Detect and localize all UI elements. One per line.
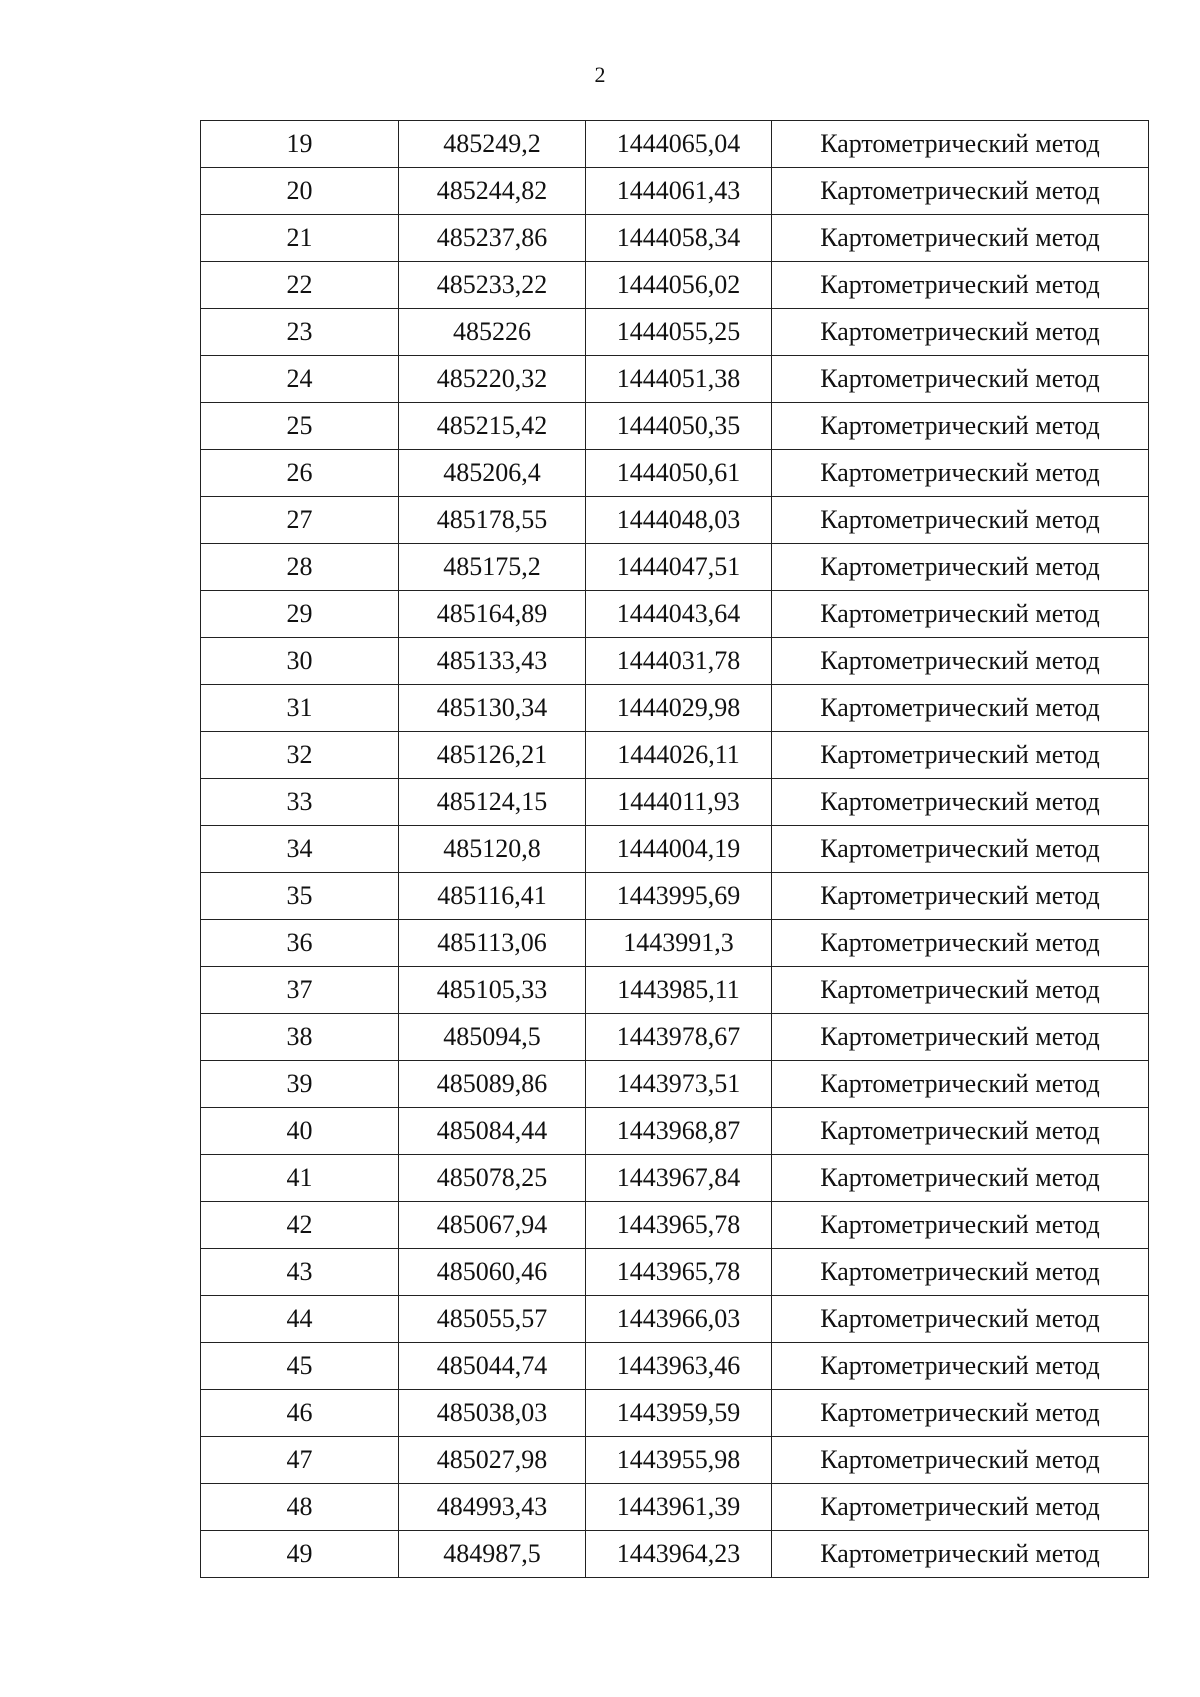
y-coordinate-cell: 1443966,03: [586, 1296, 772, 1343]
y-coordinate-cell: 1444055,25: [586, 309, 772, 356]
x-coordinate-cell: 485130,34: [399, 685, 586, 732]
point-number-cell: 25: [201, 403, 399, 450]
x-coordinate-cell: 485089,86: [399, 1061, 586, 1108]
x-coordinate-cell: 485027,98: [399, 1437, 586, 1484]
point-number-cell: 31: [201, 685, 399, 732]
x-coordinate-cell: 485038,03: [399, 1390, 586, 1437]
y-coordinate-cell: 1443965,78: [586, 1202, 772, 1249]
table-row: [201, 1437, 1149, 1484]
table-row: [201, 1155, 1149, 1202]
table-row: [201, 497, 1149, 544]
y-coordinate-cell: 1443959,59: [586, 1390, 772, 1437]
point-number-cell: 45: [201, 1343, 399, 1390]
table-row: [201, 1108, 1149, 1155]
method-cell: Картометрический метод: [772, 591, 1149, 638]
table-row: [201, 779, 1149, 826]
method-cell: Картометрический метод: [772, 1343, 1149, 1390]
y-coordinate-cell: 1444056,02: [586, 262, 772, 309]
method-cell: Картометрический метод: [772, 544, 1149, 591]
point-number-cell: 47: [201, 1437, 399, 1484]
method-cell: Картометрический метод: [772, 873, 1149, 920]
y-coordinate-cell: 1443968,87: [586, 1108, 772, 1155]
table-row: [201, 309, 1149, 356]
method-cell: Картометрический метод: [772, 1484, 1149, 1531]
x-coordinate-cell: 485249,2: [399, 121, 586, 168]
table-row: [201, 638, 1149, 685]
x-coordinate-cell: 485124,15: [399, 779, 586, 826]
y-coordinate-cell: 1443967,84: [586, 1155, 772, 1202]
y-coordinate-cell: 1443985,11: [586, 967, 772, 1014]
x-coordinate-cell: 485244,82: [399, 168, 586, 215]
point-number-cell: 21: [201, 215, 399, 262]
x-coordinate-cell: 484993,43: [399, 1484, 586, 1531]
method-cell: Картометрический метод: [772, 638, 1149, 685]
point-number-cell: 23: [201, 309, 399, 356]
x-coordinate-cell: 485237,86: [399, 215, 586, 262]
method-cell: Картометрический метод: [772, 497, 1149, 544]
method-cell: Картометрический метод: [772, 685, 1149, 732]
table-row: [201, 1390, 1149, 1437]
point-number-cell: 35: [201, 873, 399, 920]
table-row: [201, 544, 1149, 591]
table-row: [201, 356, 1149, 403]
method-cell: Картометрический метод: [772, 1202, 1149, 1249]
point-number-cell: 28: [201, 544, 399, 591]
point-number-cell: 20: [201, 168, 399, 215]
x-coordinate-cell: 485094,5: [399, 1014, 586, 1061]
x-coordinate-cell: 485060,46: [399, 1249, 586, 1296]
table-row: [201, 215, 1149, 262]
y-coordinate-cell: 1444047,51: [586, 544, 772, 591]
x-coordinate-cell: 485233,22: [399, 262, 586, 309]
method-cell: Картометрический метод: [772, 826, 1149, 873]
point-number-cell: 46: [201, 1390, 399, 1437]
coordinates-table: [200, 120, 1149, 1578]
y-coordinate-cell: 1444011,93: [586, 779, 772, 826]
point-number-cell: 38: [201, 1014, 399, 1061]
y-coordinate-cell: 1443995,69: [586, 873, 772, 920]
x-coordinate-cell: 485220,32: [399, 356, 586, 403]
x-coordinate-cell: 485175,2: [399, 544, 586, 591]
point-number-cell: 19: [201, 121, 399, 168]
y-coordinate-cell: 1443961,39: [586, 1484, 772, 1531]
point-number-cell: 22: [201, 262, 399, 309]
x-coordinate-cell: 485105,33: [399, 967, 586, 1014]
table-row: [201, 1484, 1149, 1531]
y-coordinate-cell: 1444004,19: [586, 826, 772, 873]
table-row: [201, 826, 1149, 873]
table-row: [201, 1202, 1149, 1249]
method-cell: Картометрический метод: [772, 450, 1149, 497]
y-coordinate-cell: 1444061,43: [586, 168, 772, 215]
method-cell: Картометрический метод: [772, 1108, 1149, 1155]
table-row: [201, 732, 1149, 779]
y-coordinate-cell: 1443955,98: [586, 1437, 772, 1484]
y-coordinate-cell: 1444029,98: [586, 685, 772, 732]
method-cell: Картометрический метод: [772, 1014, 1149, 1061]
point-number-cell: 40: [201, 1108, 399, 1155]
method-cell: Картометрический метод: [772, 1437, 1149, 1484]
point-number-cell: 32: [201, 732, 399, 779]
y-coordinate-cell: 1444050,61: [586, 450, 772, 497]
point-number-cell: 33: [201, 779, 399, 826]
table-row: [201, 685, 1149, 732]
x-coordinate-cell: 485126,21: [399, 732, 586, 779]
x-coordinate-cell: 484987,5: [399, 1531, 586, 1578]
table-row: [201, 920, 1149, 967]
method-cell: Картометрический метод: [772, 356, 1149, 403]
y-coordinate-cell: 1444058,34: [586, 215, 772, 262]
point-number-cell: 36: [201, 920, 399, 967]
method-cell: Картометрический метод: [772, 403, 1149, 450]
x-coordinate-cell: 485044,74: [399, 1343, 586, 1390]
table-row: [201, 1249, 1149, 1296]
point-number-cell: 48: [201, 1484, 399, 1531]
y-coordinate-cell: 1443991,3: [586, 920, 772, 967]
table-row: [201, 450, 1149, 497]
table-row: [201, 1343, 1149, 1390]
y-coordinate-cell: 1444043,64: [586, 591, 772, 638]
y-coordinate-cell: 1443978,67: [586, 1014, 772, 1061]
x-coordinate-cell: 485120,8: [399, 826, 586, 873]
page-number: 2: [594, 62, 606, 87]
method-cell: Картометрический метод: [772, 1296, 1149, 1343]
point-number-cell: 30: [201, 638, 399, 685]
method-cell: Картометрический метод: [772, 1061, 1149, 1108]
point-number-cell: 29: [201, 591, 399, 638]
method-cell: Картометрический метод: [772, 732, 1149, 779]
table-row: [201, 262, 1149, 309]
method-cell: Картометрический метод: [772, 1390, 1149, 1437]
y-coordinate-cell: 1443973,51: [586, 1061, 772, 1108]
table-row: [201, 591, 1149, 638]
method-cell: Картометрический метод: [772, 121, 1149, 168]
y-coordinate-cell: 1444051,38: [586, 356, 772, 403]
x-coordinate-cell: 485055,57: [399, 1296, 586, 1343]
method-cell: Картометрический метод: [772, 168, 1149, 215]
point-number-cell: 24: [201, 356, 399, 403]
x-coordinate-cell: 485206,4: [399, 450, 586, 497]
x-coordinate-cell: 485084,44: [399, 1108, 586, 1155]
y-coordinate-cell: 1444050,35: [586, 403, 772, 450]
y-coordinate-cell: 1444031,78: [586, 638, 772, 685]
point-number-cell: 44: [201, 1296, 399, 1343]
x-coordinate-cell: 485215,42: [399, 403, 586, 450]
table-row: [201, 403, 1149, 450]
x-coordinate-cell: 485226: [399, 309, 586, 356]
table-row: [201, 1061, 1149, 1108]
table-row: [201, 1014, 1149, 1061]
point-number-cell: 34: [201, 826, 399, 873]
point-number-cell: 37: [201, 967, 399, 1014]
coordinates-table-body: [201, 121, 1149, 1578]
point-number-cell: 42: [201, 1202, 399, 1249]
point-number-cell: 26: [201, 450, 399, 497]
x-coordinate-cell: 485178,55: [399, 497, 586, 544]
method-cell: Картометрический метод: [772, 920, 1149, 967]
y-coordinate-cell: 1443963,46: [586, 1343, 772, 1390]
method-cell: Картометрический метод: [772, 262, 1149, 309]
table-row: [201, 873, 1149, 920]
table-row: [201, 1531, 1149, 1578]
method-cell: Картометрический метод: [772, 1531, 1149, 1578]
method-cell: Картометрический метод: [772, 1249, 1149, 1296]
table-row: [201, 168, 1149, 215]
point-number-cell: 43: [201, 1249, 399, 1296]
table-row: [201, 967, 1149, 1014]
method-cell: Картометрический метод: [772, 967, 1149, 1014]
x-coordinate-cell: 485078,25: [399, 1155, 586, 1202]
y-coordinate-cell: 1444026,11: [586, 732, 772, 779]
x-coordinate-cell: 485067,94: [399, 1202, 586, 1249]
y-coordinate-cell: 1443965,78: [586, 1249, 772, 1296]
y-coordinate-cell: 1444065,04: [586, 121, 772, 168]
table-row: [201, 1296, 1149, 1343]
y-coordinate-cell: 1444048,03: [586, 497, 772, 544]
y-coordinate-cell: 1443964,23: [586, 1531, 772, 1578]
method-cell: Картометрический метод: [772, 1155, 1149, 1202]
point-number-cell: 41: [201, 1155, 399, 1202]
method-cell: Картометрический метод: [772, 309, 1149, 356]
x-coordinate-cell: 485164,89: [399, 591, 586, 638]
point-number-cell: 27: [201, 497, 399, 544]
table-row: [201, 121, 1149, 168]
method-cell: Картометрический метод: [772, 215, 1149, 262]
x-coordinate-cell: 485116,41: [399, 873, 586, 920]
point-number-cell: 49: [201, 1531, 399, 1578]
point-number-cell: 39: [201, 1061, 399, 1108]
x-coordinate-cell: 485113,06: [399, 920, 586, 967]
x-coordinate-cell: 485133,43: [399, 638, 586, 685]
method-cell: Картометрический метод: [772, 779, 1149, 826]
